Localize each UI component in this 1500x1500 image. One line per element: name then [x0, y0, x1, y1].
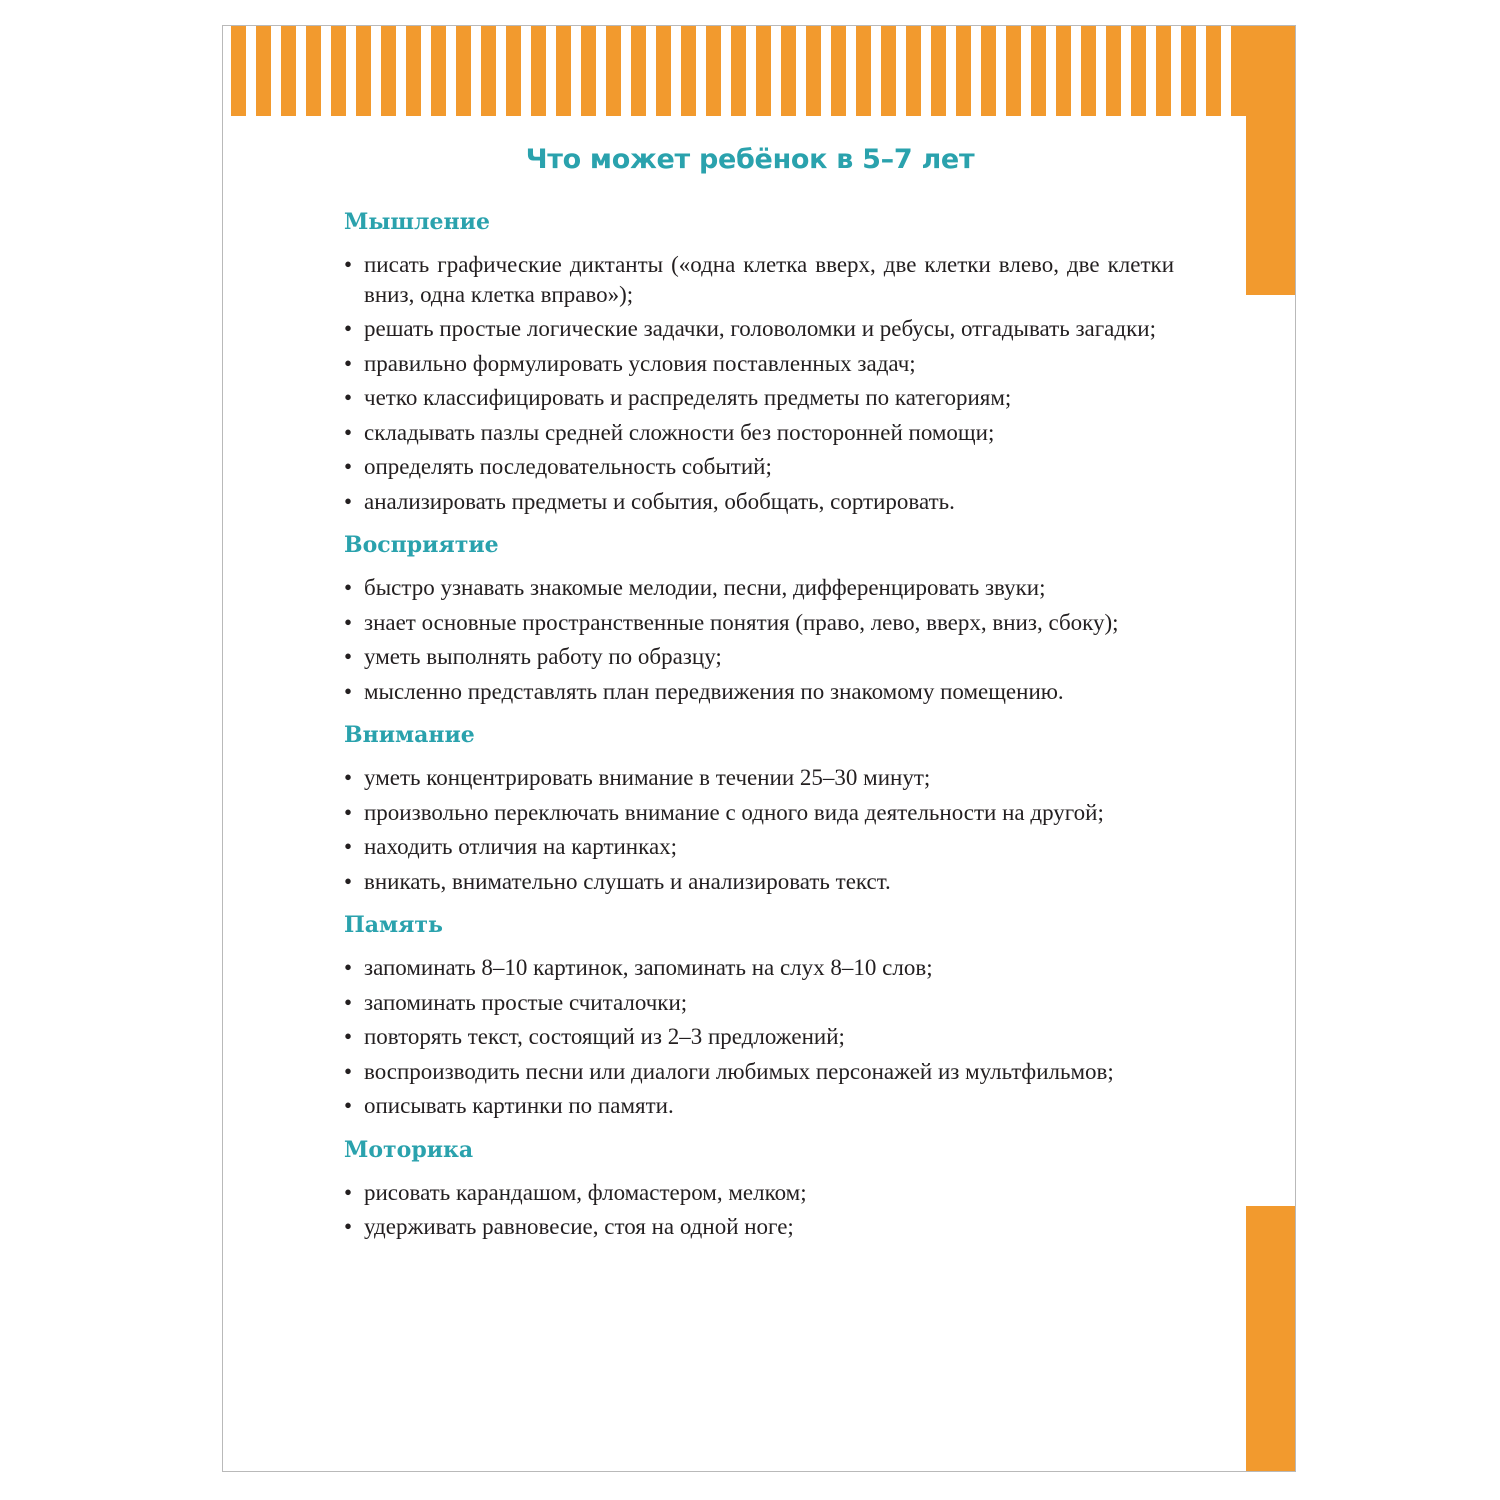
list-item [344, 763, 1174, 793]
bullet-marker: • [344, 454, 353, 479]
section-motor-skills [344, 1136, 1174, 1242]
section-heading: Моторика [344, 1136, 474, 1163]
list-item-text: вникать, внимательно слушать и анализировать текст. [364, 868, 891, 894]
list-item [344, 418, 1174, 448]
section-heading: Память [344, 912, 443, 938]
list-item-text: запоминать простые считалочки; [364, 989, 688, 1015]
list-item [344, 867, 1174, 897]
bullet-marker: • [344, 1024, 353, 1049]
bullet-marker: • [344, 1058, 353, 1084]
list-item-text: писать графические диктанты («одна клетка вверх, две клетки влево, две клетки вниз, одна клетка вправо»); [364, 252, 1174, 307]
list-item-text: складывать пазлы средней сложности без посторонней помощи; [364, 419, 995, 445]
list-item [344, 642, 1174, 672]
list-item-text: находить отличия на картинках; [364, 834, 678, 859]
bullet-list [344, 250, 1174, 516]
list-item [344, 1178, 1174, 1208]
list-item-text: уметь концентрировать внимание в течении 25–30 минут; [364, 765, 931, 790]
bullet-marker: • [344, 989, 353, 1015]
bullet-list [344, 953, 1174, 1121]
list-item [344, 608, 1174, 638]
list-item-text: анализировать предметы и события, обобщать, сортировать. [364, 488, 955, 514]
list-item [344, 250, 1174, 309]
bullet-marker: • [344, 575, 353, 600]
section-memory [344, 911, 1174, 1121]
bullet-marker: • [344, 678, 353, 704]
bullet-marker: • [344, 350, 353, 376]
list-item-text: решать простые логические задачки, головоломки и ребусы, отгадывать загадки; [364, 316, 1156, 341]
bullet-marker: • [344, 1179, 353, 1205]
document-page [222, 25, 1296, 1472]
bullet-marker: • [344, 1093, 353, 1118]
list-item-text: уметь выполнять работу по образцу; [364, 644, 722, 669]
decorative-stripes [231, 26, 1249, 116]
list-item [344, 677, 1174, 707]
bullet-marker: • [344, 385, 353, 410]
bullet-marker: • [344, 799, 353, 825]
list-item [344, 452, 1174, 482]
list-item [344, 988, 1174, 1018]
bullet-marker: • [344, 765, 353, 790]
section-perception [344, 531, 1174, 706]
bullet-marker: • [344, 316, 353, 341]
bullet-marker: • [344, 488, 353, 514]
list-item-text: знает основные пространственные понятия (право, лево, вверх, вниз, сбоку); [364, 609, 1119, 635]
bullet-marker: • [344, 644, 353, 669]
page-title: Что может ребёнок в 5–7 лет [525, 144, 975, 175]
bullet-list [344, 1178, 1174, 1242]
list-item [344, 832, 1174, 862]
list-item [344, 349, 1174, 379]
section-heading: Мышление [344, 209, 490, 235]
list-item [344, 573, 1174, 603]
bullet-marker: • [344, 1214, 353, 1239]
section-thinking [344, 208, 1174, 516]
list-item [344, 1212, 1174, 1242]
list-item [344, 953, 1174, 983]
list-item [344, 1057, 1174, 1087]
bullet-marker: • [344, 868, 353, 894]
list-item [344, 798, 1174, 828]
list-item-text: удерживать равновесие, стоя на одной ноге; [364, 1214, 794, 1239]
list-item [344, 1091, 1174, 1121]
list-item [344, 383, 1174, 413]
list-item [344, 314, 1174, 344]
section-attention [344, 721, 1174, 896]
bullet-marker: • [344, 252, 353, 277]
list-item-text: описывать картинки по памяти. [364, 1093, 674, 1118]
section-heading: Внимание [344, 722, 475, 748]
bullet-marker: • [344, 609, 353, 635]
content-area [344, 208, 1174, 1257]
list-item-text: воспроизводить песни или диалоги любимых персонажей из мультфильмов; [364, 1058, 1114, 1084]
bullet-marker: • [344, 834, 353, 859]
section-heading: Восприятие [344, 532, 499, 558]
bullet-list [344, 573, 1174, 706]
list-item-text: произвольно переключать внимание с одного вида деятельности на другой; [364, 799, 1104, 825]
list-item-text: запоминать 8–10 картинок, запоминать на слух 8–10 слов; [364, 955, 933, 980]
bullet-marker: • [344, 955, 353, 980]
list-item-text: четко классифицировать и распределять предметы по категориям; [364, 385, 1012, 410]
list-item [344, 487, 1174, 517]
decorative-side-bar-bottom [1246, 1206, 1296, 1472]
bullet-list [344, 763, 1174, 896]
list-item-text: рисовать карандашом, фломастером, мелком; [364, 1179, 807, 1205]
bullet-marker: • [344, 419, 353, 445]
list-item-text: повторять текст, состоящий из 2–3 предложений; [364, 1024, 845, 1049]
list-item-text: определять последовательность событий; [364, 454, 772, 479]
list-item [344, 1022, 1174, 1052]
list-item-text: быстро узнавать знакомые мелодии, песни, дифференцировать звуки; [364, 575, 1046, 600]
list-item-text: мысленно представлять план передвижения по знакомому помещению. [364, 678, 1064, 704]
list-item-text: правильно формулировать условия поставленных задач; [364, 350, 916, 376]
